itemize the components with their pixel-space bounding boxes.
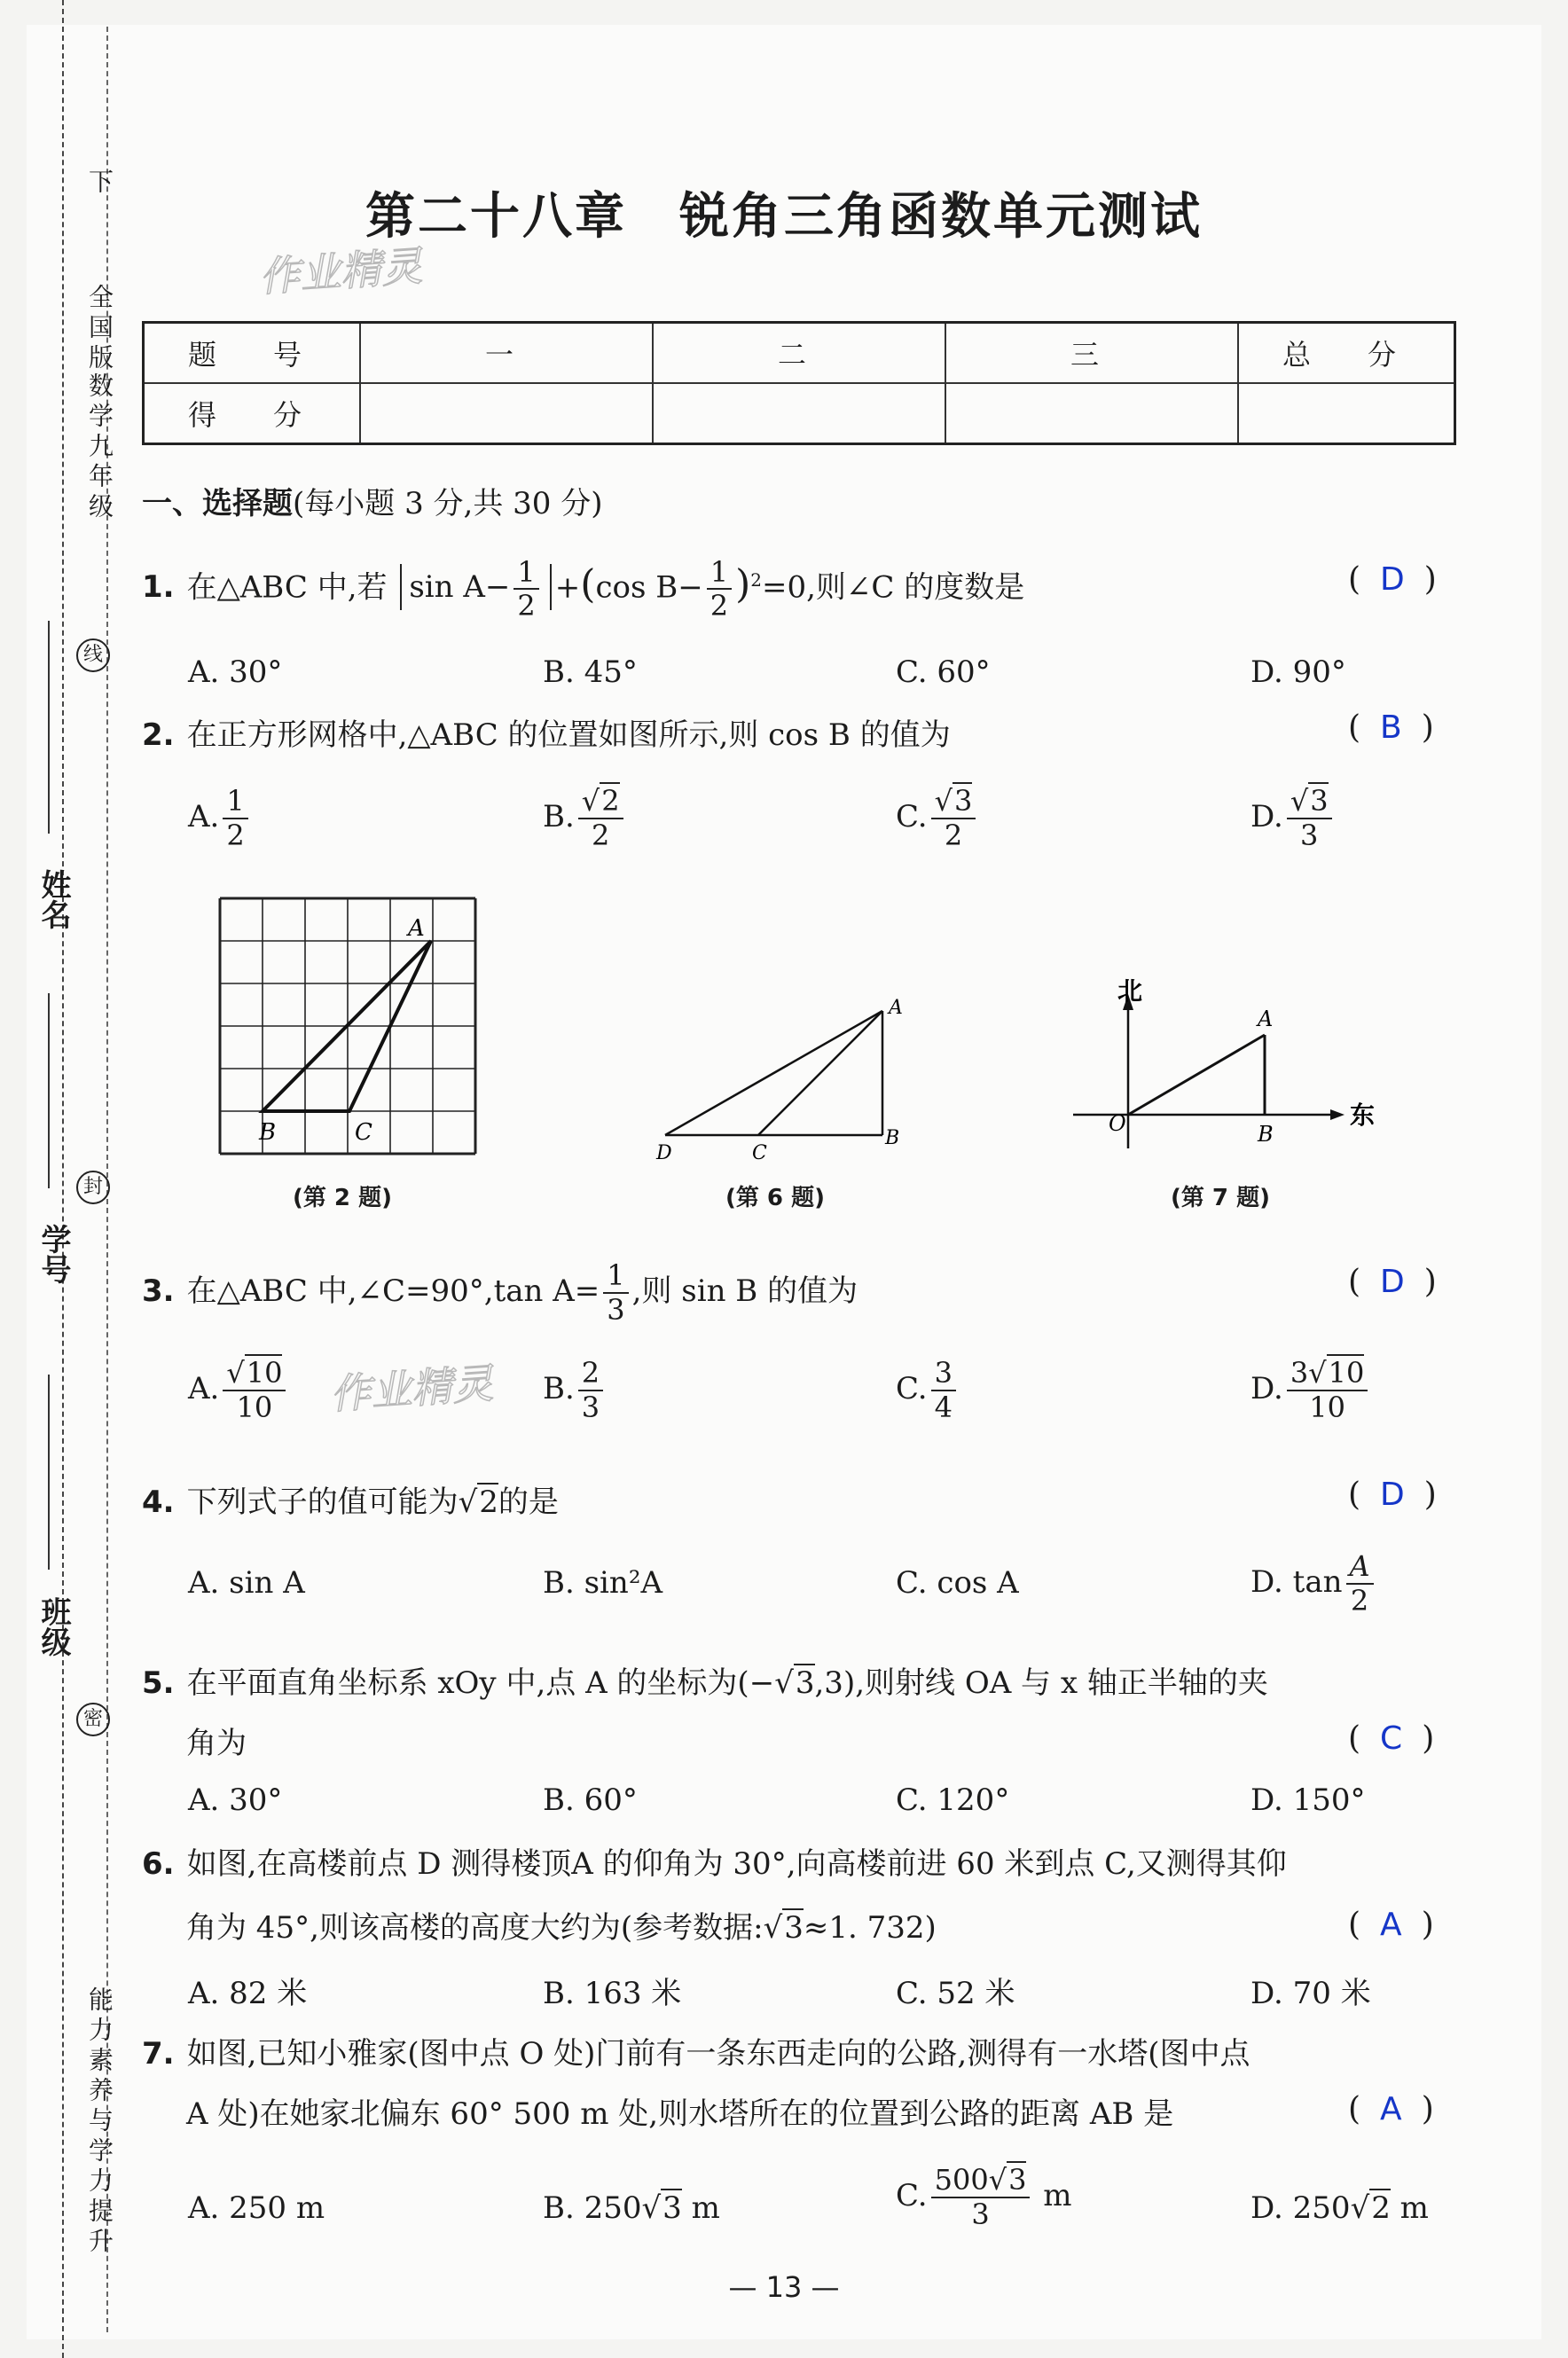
option-d: D. 70 米 [1250,1976,1371,2011]
option-b [543,1357,607,1424]
answer-value: B [1380,709,1402,746]
denominator: 2 [944,818,963,852]
circled-xian: 线 [76,638,110,672]
radicand: 2 [601,784,620,818]
option-a: A. 250 m [188,2190,325,2226]
label-a: A [1258,1007,1274,1031]
unit: m [1390,2190,1429,2226]
option-c: C. 60° [896,654,991,690]
score-header-cell: 三 [945,323,1238,384]
option-c: C. 52 米 [896,1976,1015,2011]
option-letter: A. [188,1370,220,1406]
unit: m [1033,2177,1072,2213]
fraction [1346,1550,1374,1618]
label-b: B [259,1119,277,1146]
exponent: 2 [750,569,762,591]
fraction [707,556,732,623]
radicand: 3 [1310,784,1329,818]
coefficient: 500 [934,2163,989,2197]
option-letter: D. [1250,798,1283,834]
option-d [1250,785,1336,852]
unit: m [681,2190,720,2226]
score-header-cell: 总 分 [1238,323,1455,384]
question-text: 在△ABC 中,∠C=90°,tan A= [186,1273,600,1309]
radicand: 10 [1328,1356,1365,1390]
denominator: 3 [581,1390,600,1424]
label-a: A [408,915,425,942]
option-letter: D. tan [1250,1563,1343,1600]
question-6 [142,1834,1287,1894]
denominator: 2 [591,818,610,852]
numerator: √3 [931,785,976,819]
question-2 [142,705,951,765]
answer-value: D [1380,1264,1405,1300]
label-name: 姓名 [35,869,71,929]
answer-7: ( A ) [1348,2091,1434,2127]
denominator: 3 [607,1292,625,1327]
question-text: ,则 sin B 的值为 [631,1273,858,1309]
option-c [896,785,979,852]
option-a: A. 30° [188,654,283,690]
coefficient: 3 [1290,1356,1309,1390]
answer-value: D [1380,1477,1405,1513]
denominator: 10 [236,1390,273,1424]
radicand: 2 [479,1485,498,1520]
option-letter: A. [188,798,220,834]
answer-1: ( D ) [1348,561,1437,598]
option-c: C. 120° [896,1782,1010,1818]
question-number: 7. [142,2036,175,2072]
student-id-line [48,993,50,1188]
figure-7-caption: (第 7 题) [1171,1185,1270,1211]
option-c [896,2164,1072,2231]
numerator: 3√10 [1287,1357,1368,1391]
option-a [188,1357,289,1424]
label-d: D [656,1142,672,1164]
answer-3: ( D ) [1348,1264,1437,1300]
option-d: D. 90° [1250,654,1346,690]
paren: ( [580,561,596,607]
question-text: 如图,已知小雅家(图中点 O 处)门前有一条东西走向的公路,测得有一水塔(图中点 [186,2036,1250,2072]
radicand: 3 [662,2190,682,2226]
question-text: ≈1. 732) [803,1910,937,1946]
option-letter: B. 250 [543,2190,642,2226]
question-7-line-2: A 处)在她家北偏东 60° 500 m 处,则水塔所在的位置到公路的距离 AB 是 [186,2096,1174,2132]
numerator: √2 [578,785,623,819]
label-east: 东 [1350,1101,1376,1130]
cut-line [62,0,64,2358]
option-letter: C. [896,798,928,834]
question-text: 角为 45°,则该高楼的高度大约为(参考数据: [186,1910,764,1946]
label-class: 班级 [35,1596,71,1657]
sight-line-c [758,1011,882,1135]
fraction [603,1259,628,1327]
answer-value: C [1380,1720,1403,1757]
fraction [931,2164,1031,2231]
option-c: C. cos A [896,1565,1019,1601]
math-text: + [554,569,581,606]
numerator: 1 [514,556,538,591]
option-d: D. 150° [1250,1782,1366,1818]
option-b: B. sin²A [543,1565,663,1601]
fraction [1287,1357,1368,1424]
answer-4: ( D ) [1348,1477,1437,1513]
question-text: 在平面直角坐标系 xOy 中,点 A 的坐标为(− [186,1665,775,1701]
denominator: 3 [1300,818,1319,852]
score-header-cell: 题 号 [144,323,361,384]
numerator: 3 [931,1357,956,1391]
label-b: B [885,1127,900,1149]
sidebar-series: 数学九年级 [85,372,114,523]
fraction [578,785,623,852]
option-a [188,785,252,852]
option-a: A. sin A [188,1565,305,1601]
label-c: C [355,1119,372,1146]
name-line [48,621,50,834]
numerator: √10 [223,1357,286,1391]
paren: ) [735,561,751,607]
radicand: 3 [784,1910,804,1946]
question-number: 5. [142,1665,175,1701]
numerator: √3 [1287,785,1332,819]
figure-6 [647,989,913,1166]
watermark-middle: 作业精灵 [328,1359,495,1419]
circled-feng: 封 [76,1171,110,1204]
option-letter: B. [543,798,575,834]
question-7 [142,2024,1250,2084]
denominator: 2 [517,589,536,623]
math-text: cos B− [595,569,703,606]
question-number: 6. [142,1846,175,1882]
option-a: A. 82 米 [188,1976,308,2011]
question-number: 1. [142,569,175,606]
question-text: 在△ABC 中,若 [186,569,388,606]
question-6-line-2: 角为 45°,则该高楼的高度大约为(参考数据:√3≈1. 732) [186,1910,937,1946]
question-5: 5. 在平面直角坐标系 xOy 中,点 A 的坐标为(−√3,3),则射线 OA 与 x 轴正半轴的夹 [142,1665,1268,1701]
answer-value: D [1380,561,1405,598]
score-row-label: 得 分 [144,383,361,444]
numerator: 1 [223,785,247,819]
section-note: (每小题 3 分,共 30 分) [293,486,603,521]
figure-2-caption: (第 2 题) [293,1185,392,1211]
fraction [223,1357,286,1424]
radicand: 3 [1008,2163,1027,2197]
denominator: 2 [1350,1583,1369,1618]
score-input-cell[interactable] [360,383,653,444]
option-a: A. 30° [188,1782,283,1818]
score-input-cell[interactable] [1238,383,1455,444]
sidebar-volume: 下 [85,168,114,199]
numerator: 500√3 [931,2164,1031,2198]
question-text: 的是 [498,1485,559,1520]
question-text: 如图,在高楼前点 D 测得楼顶A 的仰角为 30°,向高楼前进 60 米到点 C,又测得其仰 [186,1846,1287,1882]
option-d: D. 250√2 m [1250,2190,1429,2226]
class-line [48,1375,50,1570]
figure-6-caption: (第 6 题) [725,1185,825,1211]
section-title: 一、选择题 [142,486,293,521]
question-3 [142,1259,858,1327]
label-a: A [889,997,903,1019]
radicand: 3 [954,784,973,818]
radicand: 10 [246,1356,283,1390]
score-header-cell: 一 [360,323,653,384]
page-title: 第二十八章 锐角三角函数单元测试 [365,188,1203,246]
denominator: 3 [971,2197,990,2231]
score-table [142,321,1456,445]
answer-6: ( A ) [1348,1907,1434,1943]
page-number: — 13 — [728,2270,840,2304]
option-letter: C. [896,1370,928,1406]
question-text: ,3),则射线 OA 与 x 轴正半轴的夹 [814,1665,1268,1701]
score-input-cell[interactable] [945,383,1238,444]
answer-2: ( B ) [1348,709,1434,746]
option-b: B. 250√3 m [543,2190,720,2226]
question-text: 下列式子的值可能为 [186,1485,459,1520]
question-number: 2. [142,717,175,753]
numerator: A [1346,1550,1374,1585]
fraction [931,1357,956,1424]
denominator: 2 [226,818,245,852]
denominator: 10 [1309,1390,1345,1424]
option-b: B. 60° [543,1782,638,1818]
question-1 [142,550,1024,623]
numerator: 2 [578,1357,603,1391]
segment-oa [1128,1035,1265,1115]
score-row [144,383,1455,444]
east-arrow-icon [1330,1109,1345,1120]
option-d [1250,1550,1377,1618]
option-letter: D. [1250,1370,1283,1406]
answer-value: A [1380,2091,1402,2127]
option-letter: D. 250 [1250,2190,1351,2226]
label-north: 北 [1117,976,1143,1006]
sight-line-d [665,1011,882,1135]
circled-mi: 密 [76,1703,110,1736]
option-letter: C. [896,2177,928,2213]
watermark-top: 作业精灵 [257,241,424,302]
abs-expression [400,554,551,623]
math-text: sin A− [409,569,511,606]
figure-7 [1064,971,1419,1166]
score-header-cell: 二 [653,323,945,384]
option-b: B. 163 米 [543,1976,682,2011]
section-heading [142,479,602,522]
option-c [896,1357,960,1424]
numerator: 1 [603,1259,628,1294]
answer-5: ( C ) [1348,1720,1435,1757]
question-number: 4. [142,1485,175,1520]
question-5-line-2: 角为 [186,1726,247,1761]
label-c: C [752,1142,767,1164]
fraction [1287,785,1332,852]
question-number: 3. [142,1273,175,1309]
radicand: 2 [1371,2190,1391,2226]
option-b [543,785,627,852]
label-o: O [1109,1111,1126,1136]
question-text: =0,则∠C 的度数是 [761,569,1025,606]
denominator: 4 [934,1390,953,1424]
option-b: B. 45° [543,654,638,690]
denominator: 2 [710,589,729,623]
fraction [578,1357,603,1424]
answer-value: A [1380,1907,1402,1943]
question-4: 4. 下列式子的值可能为√2的是 [142,1485,559,1520]
fraction [514,556,538,623]
sidebar-bottom-text: 能力素养与学力提升 [85,1986,114,2258]
radicand: 3 [795,1665,815,1701]
question-text: 在正方形网格中,△ABC 的位置如图所示,则 cos B 的值为 [186,717,951,753]
numerator: 1 [707,556,732,591]
figure-2-grid [213,891,479,1166]
sidebar-edition: 全国版 [85,284,114,374]
option-letter: B. [543,1370,575,1406]
score-input-cell[interactable] [653,383,945,444]
label-b: B [1258,1122,1274,1147]
label-student-id: 学号 [35,1224,71,1284]
option-d [1250,1357,1371,1424]
score-header-row [144,323,1455,384]
fraction [223,785,247,852]
fraction [931,785,976,852]
